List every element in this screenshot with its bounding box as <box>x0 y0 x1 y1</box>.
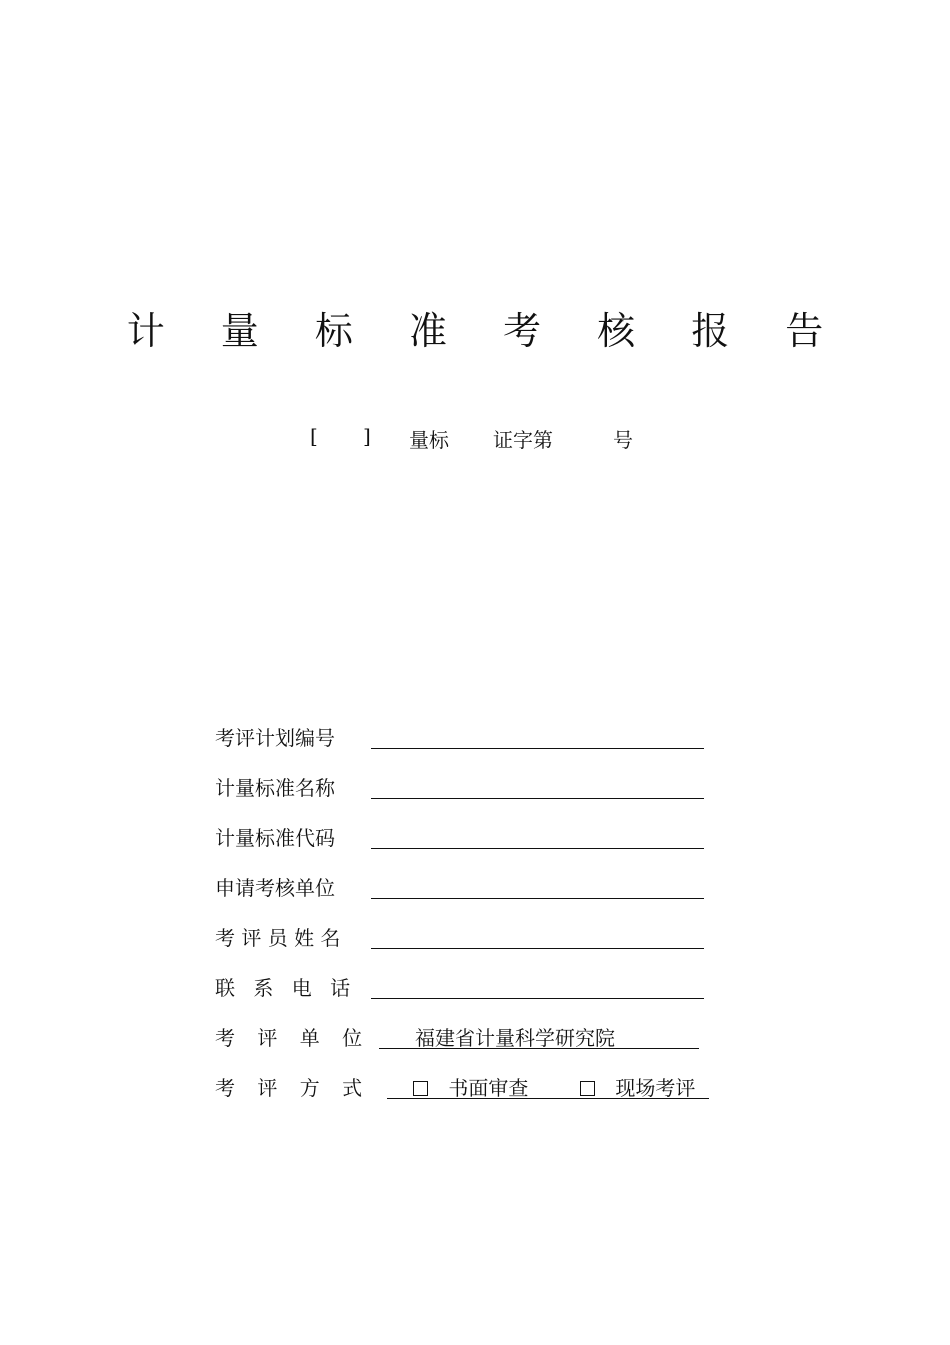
method-option-onsite[interactable] <box>580 1072 695 1101</box>
method-label: 考 评 方 式 <box>215 1076 371 1100</box>
cert-prefix-text: 量标 <box>409 428 449 452</box>
standard-code-field[interactable] <box>371 848 704 849</box>
plan-number-field[interactable] <box>371 748 704 749</box>
written-review-checkbox[interactable] <box>413 1081 428 1096</box>
unit-value: 福建省计量科学研究院 <box>415 1026 615 1050</box>
form-row-applicant <box>215 872 715 922</box>
cert-middle-text: 证字第 <box>493 428 553 452</box>
method-field <box>387 1072 709 1099</box>
method-option-written[interactable] <box>413 1072 528 1101</box>
cert-suffix-text: 号 <box>613 428 633 452</box>
standard-name-label: 计量标准名称 <box>215 776 335 800</box>
phone-field[interactable] <box>371 998 704 999</box>
unit-label: 考 评 单 位 <box>215 1026 371 1050</box>
onsite-review-checkbox[interactable] <box>580 1081 595 1096</box>
applicant-field[interactable] <box>371 898 704 899</box>
onsite-review-label: 现场考评 <box>615 1076 696 1100</box>
phone-label: 联 系 电 话 <box>215 976 357 1000</box>
form-row-assessor-name <box>215 922 715 972</box>
open-bracket: [ <box>310 424 318 448</box>
written-review-label: 书面审查 <box>448 1076 529 1100</box>
assessor-name-field[interactable] <box>371 948 704 949</box>
standard-code-label: 计量标准代码 <box>215 826 335 850</box>
form-row-method <box>215 1072 715 1122</box>
form-row-standard-code <box>215 822 715 872</box>
form-row-phone <box>215 972 715 1022</box>
close-bracket: ] <box>363 424 371 448</box>
assessor-name-label: 考 评 员 姓 名 <box>215 926 341 950</box>
form-row-standard-name <box>215 772 715 822</box>
plan-number-label: 考评计划编号 <box>215 726 335 750</box>
report-info-form <box>215 722 715 1122</box>
applicant-label: 申请考核单位 <box>215 876 335 900</box>
unit-field[interactable] <box>379 1022 699 1049</box>
form-row-unit <box>215 1022 715 1072</box>
form-row-plan-number <box>215 722 715 772</box>
standard-name-field[interactable] <box>371 798 704 799</box>
page-title: 计 量 标 准 考 核 报 告 <box>126 309 846 353</box>
